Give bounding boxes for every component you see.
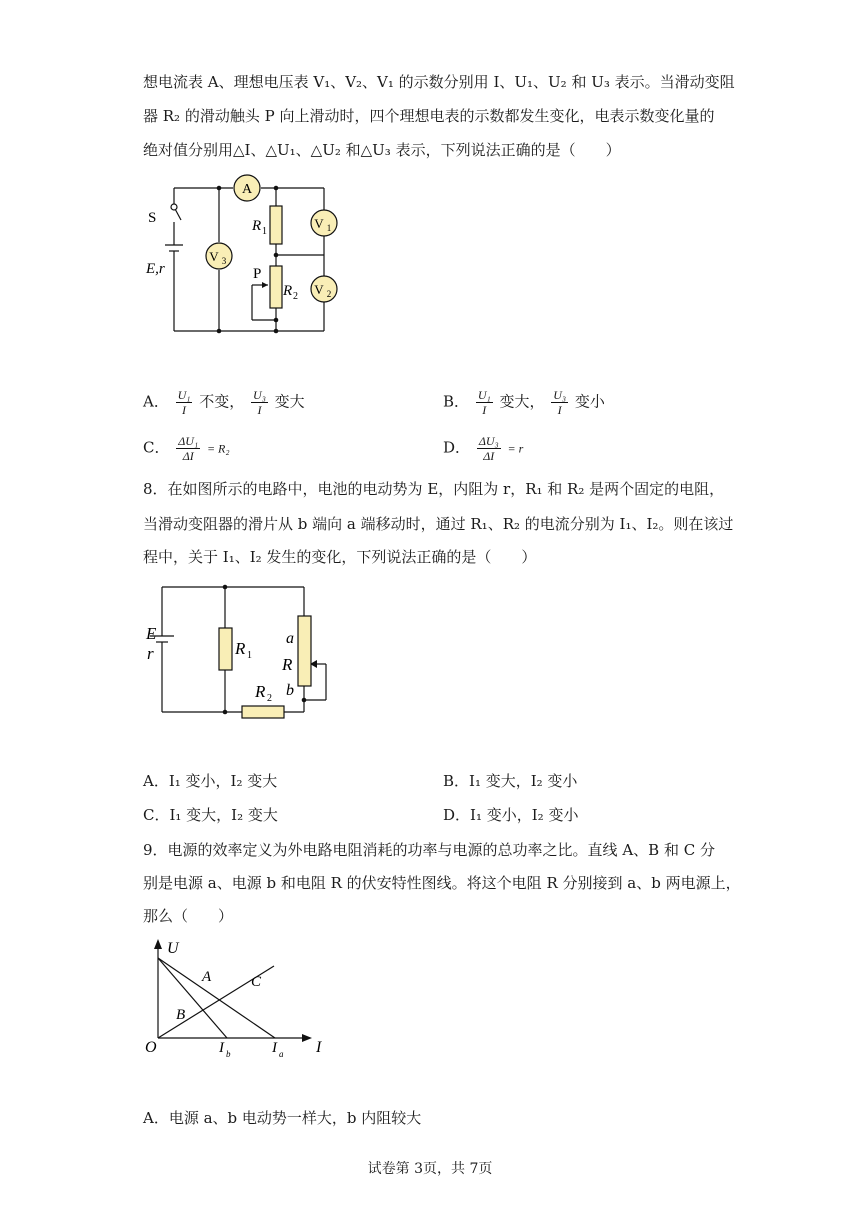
- r1-label: R: [235, 639, 246, 658]
- line-a-label: A: [202, 969, 212, 985]
- origin-label: O: [145, 1039, 157, 1056]
- q8-text-line-2: 当滑动变阻器的滑片从 b 端向 a 端移动时，通过 R₁、R₂ 的电流分别为 I₁、I₂。则在该过: [143, 515, 734, 533]
- e-label: E: [146, 624, 157, 643]
- r2-label: R: [283, 283, 293, 299]
- i-axis-label: I: [316, 1039, 322, 1056]
- q7-circuit-diagram: [140, 170, 355, 345]
- option-text: 变大: [274, 392, 305, 411]
- q8-circuit-diagram: [140, 580, 340, 730]
- q8-option-c[interactable]: C．I₁ 变大，I₂ 变大: [143, 806, 278, 824]
- fraction: $\frac{\text{ΔU₃}}{\Delta I}$: [478, 434, 499, 463]
- r1-label: R: [252, 218, 262, 234]
- v2-label: V: [314, 282, 324, 297]
- q9-text-line-3: 那么（ ）: [143, 907, 234, 925]
- option-text: = r: [507, 441, 524, 456]
- r-label: r: [147, 644, 154, 663]
- ia-subscript: a: [279, 1049, 284, 1059]
- ib-subscript: b: [226, 1049, 231, 1059]
- option-letter: B．: [443, 392, 470, 411]
- option-text: = R₂: [206, 441, 230, 456]
- q9-text-line-1: 9．电源的效率定义为外电路电阻消耗的功率与电源的总功率之比。直线 A、B 和 C 分: [143, 841, 715, 859]
- fraction: $\frac{\text{U₃}}{I}$: [553, 388, 567, 417]
- v3-subscript: 3: [221, 256, 227, 266]
- switch-label: S: [148, 210, 157, 226]
- option-letter: D．: [443, 438, 471, 457]
- fraction: $\frac{\text{U₁}}{I}$: [177, 388, 191, 417]
- fraction: $\frac{\text{U₃}}{I}$: [253, 388, 266, 417]
- q7-text-line-1: 想电流表 A、理想电压表 V₁、V₂、V₁ 的示数分别用 I、U₁、U₂ 和 U₃ 表示。当滑动变阻: [143, 73, 735, 91]
- option-text: 变大，: [499, 392, 545, 411]
- q8-option-a[interactable]: A．I₁ 变小，I₂ 变大: [143, 772, 278, 790]
- q7-option-b[interactable]: [443, 388, 605, 417]
- q8-option-d[interactable]: D．I₁ 变小，I₂ 变小: [443, 806, 579, 824]
- q7-option-c[interactable]: [143, 434, 230, 463]
- ia-label: I: [272, 1040, 277, 1056]
- u-axis-label: U: [167, 940, 179, 957]
- end-b-label: b: [286, 682, 294, 699]
- r1-subscript: 1: [247, 650, 252, 661]
- option-letter: A．: [143, 392, 169, 411]
- q8-text-line-3: 程中，关于 I₁、I₂ 发生的变化，下列说法正确的是（ ）: [143, 548, 537, 566]
- r1-subscript: 1: [262, 226, 267, 237]
- page-footer: 试卷第 3页，共 7页: [367, 1161, 493, 1177]
- q8-text-line-1: 8．在如图所示的电路中，电池的电动势为 E，内阻为 r，R₁ 和 R₂ 是两个固定的电阻，: [143, 480, 725, 498]
- source-label: E,r: [146, 261, 165, 277]
- r2-subscript: 2: [293, 291, 298, 302]
- line-c-label: C: [251, 974, 262, 990]
- fraction: $\frac{\text{ΔU₁}}{\Delta I}$: [178, 434, 199, 463]
- q7-text-line-3: 绝对值分别用△I、△U₁、△U₂ 和△U₃ 表示，下列说法正确的是（ ）: [143, 141, 621, 159]
- q7-option-a[interactable]: [143, 388, 305, 417]
- ammeter-label: A: [241, 182, 253, 197]
- rheostat-label: R: [282, 655, 293, 674]
- end-a-label: a: [286, 630, 294, 647]
- q9-text-line-2: 别是电源 a、电源 b 和电阻 R 的伏安特性图线。将这个电阻 R 分别接到 a、b 两电源上，: [143, 874, 741, 892]
- fraction: $\frac{\text{U₁}}{I}$: [477, 388, 491, 417]
- v1-subscript: 1: [326, 223, 332, 233]
- v1-label: V: [314, 216, 324, 231]
- q9-ui-graph: [140, 935, 340, 1065]
- option-text: 变小: [574, 392, 605, 411]
- option-letter: C．: [143, 438, 170, 457]
- q7-text-line-2: 器 R₂ 的滑动触头 P 向上滑动时，四个理想电表的示数都发生变化，电表示数变化量的: [143, 107, 715, 125]
- line-b-label: B: [176, 1007, 186, 1023]
- option-text: 不变，: [199, 392, 245, 411]
- slider-p-label: P: [253, 266, 262, 282]
- ib-label: I: [219, 1040, 224, 1056]
- r2-label: R: [255, 682, 266, 701]
- q7-option-d[interactable]: [443, 434, 523, 463]
- q8-option-b[interactable]: B．I₁ 变大，I₂ 变小: [443, 772, 578, 790]
- v2-subscript: 2: [326, 289, 332, 299]
- q9-option-a[interactable]: A．电源 a、b 电动势一样大，b 内阻较大: [143, 1109, 422, 1127]
- v3-label: V: [209, 249, 219, 264]
- r2-subscript: 2: [267, 693, 272, 704]
